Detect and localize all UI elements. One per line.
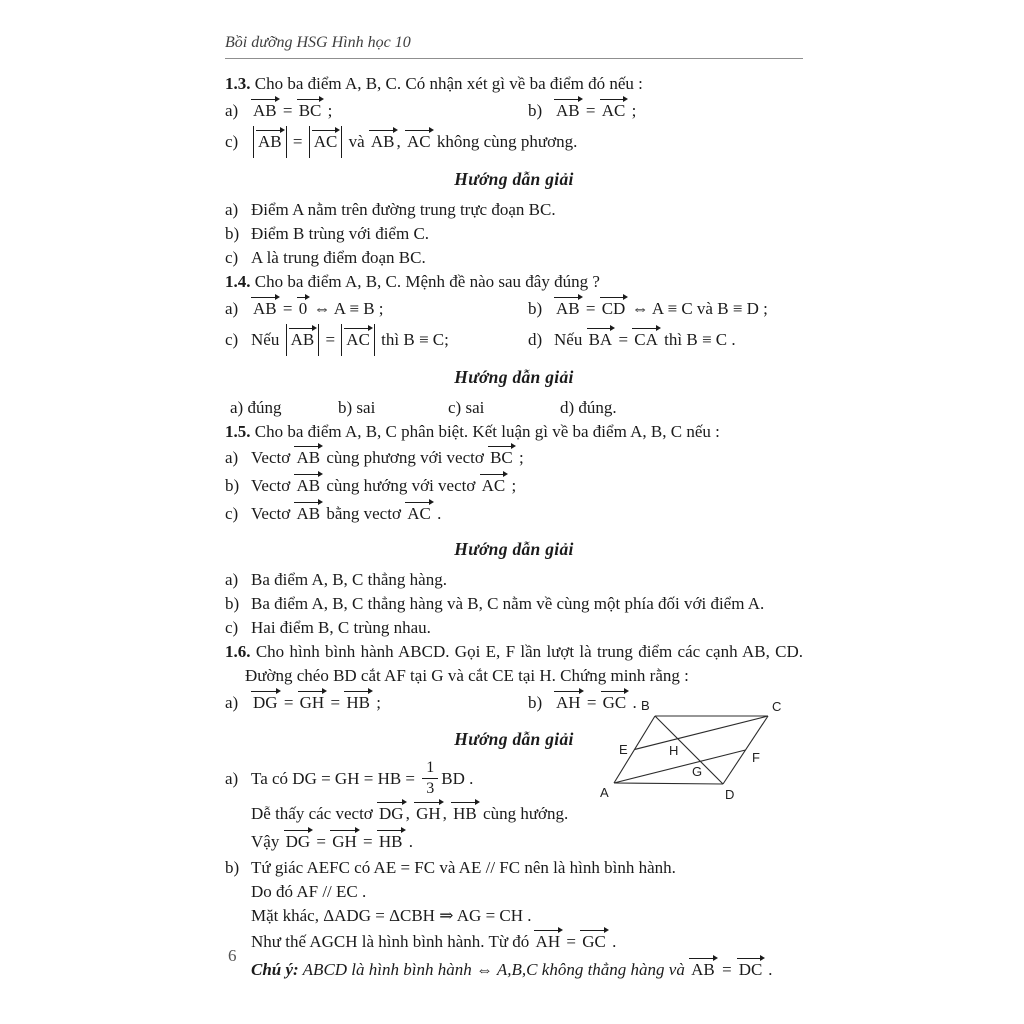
option-marker: a): [225, 101, 239, 120]
option-marker: a): [225, 448, 239, 467]
solution-line: [225, 198, 803, 222]
option-formula: AB = 0 ⇔ A ≡ B ;: [251, 299, 384, 318]
solution-text: Điểm B trùng với điểm C.: [251, 224, 430, 243]
option-formula: AB = CD ⇔ A ≡ C và B ≡ D ;: [554, 299, 768, 318]
solution-text: Ba điểm A, B, C thẳng hàng và B, C nằm về cùng một phía đối với điểm A.: [251, 594, 765, 613]
solution-marker: b): [225, 858, 240, 877]
option-formula: AB = BC ;: [251, 101, 332, 120]
answer-text: đúng: [247, 398, 282, 417]
solution-text: Tứ giác AEFC có AE = FC và AE // FC nên là hình bình hành.: [251, 858, 676, 877]
answer-c: [448, 396, 484, 420]
problem-1-5-statement: [225, 420, 803, 444]
answers-row: [225, 396, 803, 420]
solution-line: [225, 222, 803, 246]
point-label-g: G: [692, 764, 703, 779]
option-marker: d): [528, 330, 543, 349]
answer-text: đúng.: [578, 398, 617, 417]
problem-1-3-statement: [225, 72, 803, 96]
option-marker: c): [225, 504, 239, 523]
option-marker: c): [225, 132, 239, 151]
solution-line: [225, 592, 803, 616]
parallelogram-figure: [594, 692, 808, 812]
point-label-h: H: [669, 743, 679, 758]
option-a: [225, 444, 803, 472]
solution-marker: a): [225, 570, 239, 589]
solution-line: [225, 616, 803, 640]
option-c: [225, 132, 577, 151]
problem-number: 1.5.: [225, 422, 251, 441]
solution-marker: b): [225, 594, 240, 613]
segment-ec: [635, 716, 769, 750]
problem-number: 1.6.: [225, 642, 251, 661]
answer-marker: c): [448, 398, 462, 417]
solution-marker: c): [225, 248, 239, 267]
solution-marker: b): [225, 224, 240, 243]
option-formula: AH = GC .: [554, 693, 637, 712]
answer-a: [230, 396, 281, 420]
option-formula: AB = AC và AB , AC không cùng phương.: [251, 132, 577, 151]
solution-text: Ba điểm A, B, C thẳng hàng.: [251, 570, 447, 589]
problem-1-3-row-c: [225, 126, 803, 158]
solution-line-tu-giac: [225, 856, 803, 880]
option-marker: a): [225, 299, 239, 318]
option-formula: Nếu AB = AC thì B ≡ C;: [251, 330, 449, 349]
solution-line-nhu-the: [225, 928, 803, 956]
solution-heading: Hướng dẫn giải: [454, 539, 574, 559]
solution-heading: Hướng dẫn giải: [454, 729, 574, 749]
answer-marker: a): [230, 398, 244, 417]
option-b: [225, 472, 803, 500]
problem-number: 1.3.: [225, 74, 251, 93]
vertex-label-d: D: [725, 787, 735, 802]
solution-formula: Dễ thấy các vectơ DG , GH , HB cùng hướng.: [251, 804, 568, 823]
solution-text: Mặt khác, ΔADG = ΔCBH ⇒ AG = CH .: [251, 906, 532, 925]
solution-line: [225, 246, 803, 270]
vertex-label-a: A: [600, 785, 609, 800]
option-formula: Vectơ AB cùng hướng với vectơ AC ;: [251, 476, 516, 495]
solution-marker: a): [225, 769, 239, 788]
answer-marker: b): [338, 398, 353, 417]
option-b: [528, 294, 768, 324]
solution-marker: c): [225, 618, 239, 637]
problem-text: Cho ba điểm A, B, C phân biệt. Kết luận gì về ba điểm A, B, C nếu :: [254, 422, 720, 441]
problem-1-6-statement: [225, 640, 803, 688]
option-marker: b): [528, 101, 543, 120]
solution-heading: Hướng dẫn giải: [454, 169, 574, 189]
problem-text: Cho ba điểm A, B, C. Mệnh đề nào sau đây đúng ?: [254, 272, 600, 291]
problem-text: Cho ba điểm A, B, C. Có nhận xét gì về ba điểm đó nếu :: [254, 74, 643, 93]
option-a: [225, 101, 332, 120]
option-formula: Nếu BA = CA thì B ≡ C .: [554, 330, 736, 349]
option-c: [225, 500, 803, 528]
option-formula: Vectơ AB cùng phương với vectơ BC ;: [251, 448, 524, 467]
solution-text: Hai điểm B, C trùng nhau.: [251, 618, 431, 637]
answer-marker: d): [560, 398, 575, 417]
page-content: [225, 72, 803, 984]
option-formula: Vectơ AB bằng vectơ AC .: [251, 504, 441, 523]
solution-text: Do đó AF // EC .: [251, 882, 367, 901]
answer-text: sai: [356, 398, 376, 417]
problem-1-4-row-ab: [225, 294, 803, 324]
note-text: ABCD là hình bình hành ⇔ A,B,C không thẳng hàng và AB = DC .: [303, 960, 773, 979]
solution-heading: Hướng dẫn giải: [454, 367, 574, 387]
problem-1-4-row-cd: [225, 324, 803, 356]
note-label: Chú ý:: [251, 960, 299, 979]
option-marker: b): [225, 476, 240, 495]
solution-line: [225, 568, 803, 592]
option-marker: c): [225, 330, 239, 349]
running-head-text: Bồi dưỡng HSG Hình học 10: [225, 34, 411, 51]
side-da: [614, 783, 723, 784]
option-d: [528, 324, 736, 356]
option-formula: DG = GH = HB ;: [251, 693, 381, 712]
solution-formula: Ta có DG = GH = HB = $\frac{1}{3}$ BD .: [251, 758, 474, 797]
problem-1-3-row-ab: [225, 96, 803, 126]
vertex-label-c: C: [772, 699, 782, 714]
answer-text: sai: [465, 398, 485, 417]
problem-text: Cho hình bình hành ABCD. Gọi E, F lần lượt là trung điểm các cạnh AB, CD. Đường chéo BD cắt AF tại G và cắt CE tại H. Chứng minh rằng :: [245, 642, 804, 685]
option-b: [528, 96, 636, 126]
answer-d: [560, 396, 617, 420]
segment-af: [614, 750, 746, 783]
answer-b: [338, 396, 375, 420]
option-a: [225, 299, 384, 318]
problem-number: 1.4.: [225, 272, 251, 291]
solution-line-mat-khac: [225, 904, 803, 928]
solution-text: A là trung điểm đoạn BC.: [251, 248, 426, 267]
vertex-label-b: B: [641, 698, 650, 713]
option-marker: a): [225, 693, 239, 712]
solution-line-vay: [225, 828, 803, 856]
diagonal-bd: [655, 716, 723, 784]
solution-formula: Như thế AGCH là hình bình hành. Từ đó AH = GC .: [251, 932, 616, 951]
solution-marker: a): [225, 200, 239, 219]
option-marker: b): [528, 299, 543, 318]
solution-text: Điểm A nằm trên đường trung trực đoạn BC.: [251, 200, 556, 219]
point-label-e: E: [619, 742, 628, 757]
option-formula: AB = AC ;: [554, 101, 636, 120]
problem-1-4-statement: [225, 270, 803, 294]
solution-formula: Vậy DG = GH = HB .: [251, 832, 413, 851]
option-a: [225, 693, 381, 712]
solution-note: [225, 956, 803, 984]
point-label-f: F: [752, 750, 760, 765]
option-marker: b): [528, 693, 543, 712]
solution-line-do-do: [225, 880, 803, 904]
option-c: [225, 330, 449, 349]
running-head: [225, 34, 803, 59]
page-number: 6: [228, 946, 237, 965]
